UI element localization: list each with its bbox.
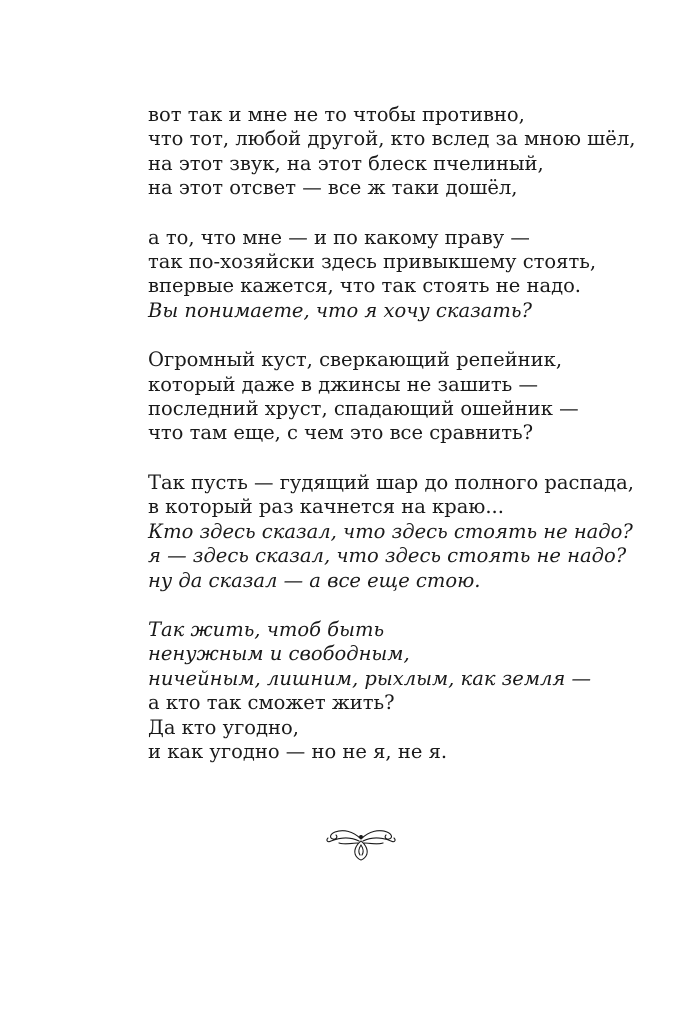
poem-line: который даже в джинсы не зашить — [148,372,538,396]
poem-line: Огромный куст, сверкающий репейник, [148,348,563,372]
poem-line: что там еще, с чем это все сравнить? [148,421,534,445]
poem-line: Вы понимаете, что я хочу сказать? [148,298,532,322]
poem-line: Так пусть — гудящий шар до полного распада, [148,470,634,494]
poem-line: а то, что мне — и по какому праву — [148,225,530,249]
poem-line: последний хруст, спадающий ошейник — [148,397,579,421]
poem-line: на этот звук, на этот блеск пчелиный, [148,151,544,175]
poem-line: ну да сказал — а все еще стою. [148,568,481,592]
stanza [148,103,668,201]
poem-line: ничейным, лишним, рыхлым, как земля — [148,666,592,690]
poem-line: впервые кажется, что так стоять не надо. [148,274,582,298]
stanza [148,618,668,764]
stanza [148,471,668,593]
poem-line: вот так и мне не то чтобы противно, [148,103,525,126]
stanza [148,348,668,446]
poem-line: в который раз качнется на краю... [148,495,504,519]
poem-line: на этот отсвет — все ж таки дошёл, [148,176,518,200]
poem-text [148,103,668,789]
poem-line: я — здесь сказал, что здесь стоять не надо? [148,544,627,568]
poem-line: что тот, любой другой, кто вслед за мною шёл, [148,127,636,151]
floral-vignette-icon [325,823,397,863]
poem-line: Так жить, чтоб быть [148,617,385,641]
stanza [148,226,668,324]
poem-line: Да кто угодно, [148,715,299,739]
poem-line: ненужным и свободным, [148,642,410,666]
poem-line: и как угодно — но не я, не я. [148,739,448,763]
poem-line: Кто здесь сказал, что здесь стоять не надо? [148,519,633,543]
poem-line: а кто так сможет жить? [148,691,395,715]
poem-line: так по-хозяйски здесь привыкшему стоять, [148,250,597,274]
